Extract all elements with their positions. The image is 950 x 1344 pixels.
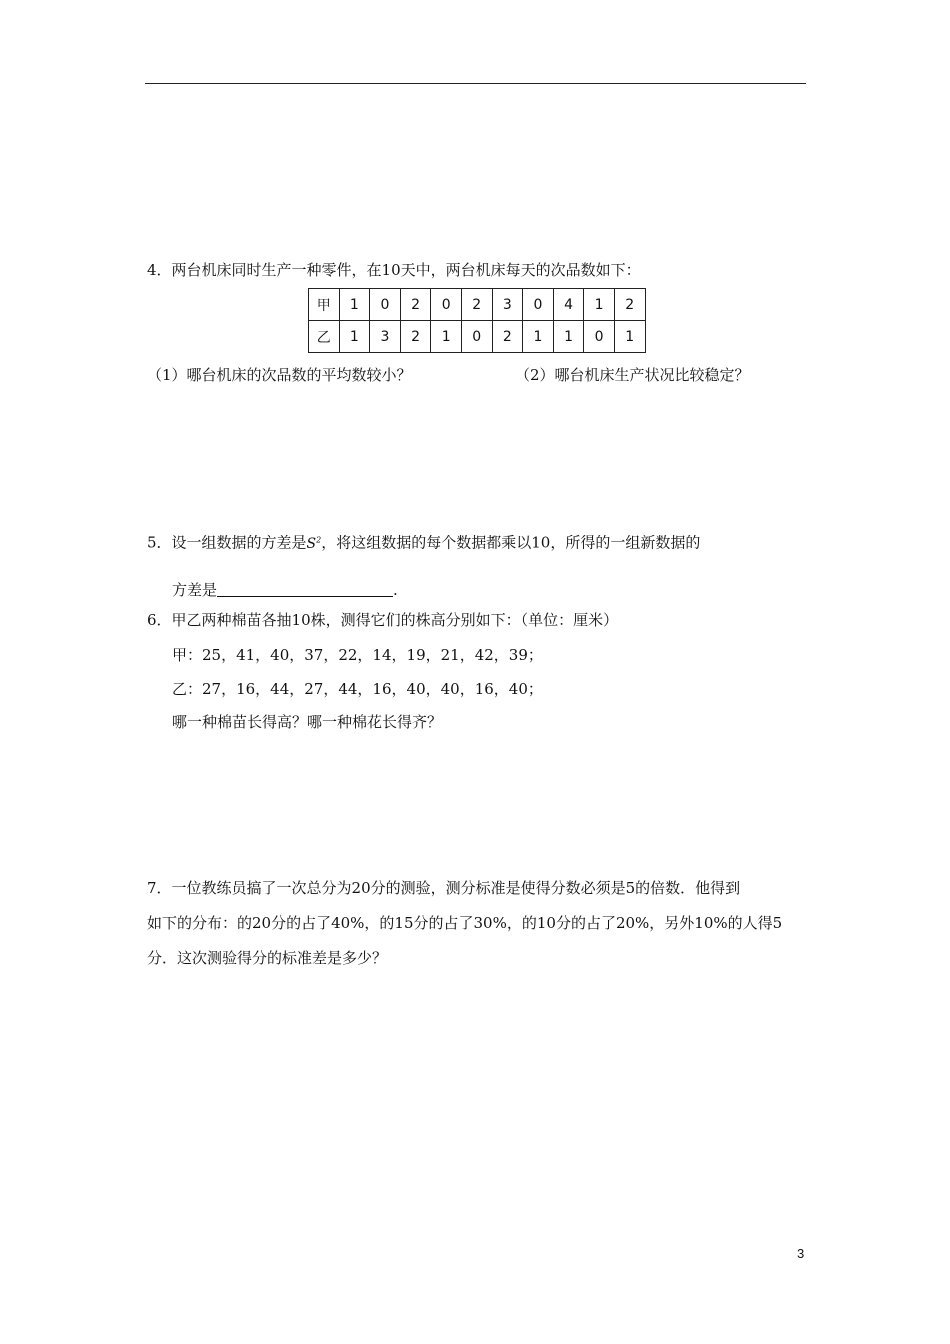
table-row: [309, 289, 646, 321]
table-cell: 2: [614, 289, 645, 321]
table-cell: 2: [492, 321, 523, 353]
q6-yi-data: 乙：27，16，44，27，44，16，40，40，16，40；: [172, 680, 543, 698]
table-cell: 0: [584, 321, 615, 353]
q4-sub2: （2）哪台机床生产状况比较稳定？: [515, 366, 750, 384]
q5-period: .: [393, 581, 398, 599]
q5-line2: [172, 580, 398, 600]
page-number: 3: [797, 1246, 805, 1261]
header-rule: [145, 83, 806, 84]
q5-line1: [147, 530, 700, 554]
q5-answer-prompt: 方差是: [172, 581, 218, 599]
defects-table: [308, 288, 646, 353]
table-cell: 1: [431, 321, 462, 353]
variance-exponent: 2: [316, 535, 322, 544]
q6-question: 哪一种棉苗长得高？哪一种棉花长得齐？: [172, 713, 443, 731]
q7-line3: 分．这次测验得分的标准差是多少？: [147, 949, 388, 967]
table-cell: 1: [523, 321, 554, 353]
table-cell: 4: [553, 289, 584, 321]
table-cell: 0: [461, 321, 492, 353]
table-cell: 2: [400, 289, 431, 321]
q6-stem: 6．甲乙两种棉苗各抽10株，测得它们的株高分别如下：（单位：厘米）: [147, 611, 619, 629]
table-cell: 3: [492, 289, 523, 321]
q5-text-before: 5．设一组数据的方差是: [147, 533, 307, 552]
q6-jia-data: 甲：25，41，40，37，22，14，19，21，42，39；: [172, 646, 543, 664]
table-cell: 1: [614, 321, 645, 353]
table-row: [309, 321, 646, 353]
table-cell: 1: [339, 289, 370, 321]
q7-line2: 如下的分布：的20分的占了40%，的15分的占了30%，的10分的占了20%，另外10%的人得5: [147, 914, 783, 932]
table-cell: 3: [370, 321, 401, 353]
variance-symbol: [307, 536, 322, 552]
table-cell: 0: [370, 289, 401, 321]
table-cell: 2: [400, 321, 431, 353]
q4-stem: 4．两台机床同时生产一种零件，在10天中，两台机床每天的次品数如下：: [147, 261, 641, 279]
answer-blank[interactable]: [217, 580, 393, 597]
q7-line1: 7．一位教练员搞了一次总分为20分的测验，测分标准是使得分数必须是5的倍数．他得到: [147, 879, 741, 897]
q5-text-after: ，将这组数据的每个数据都乘以10，所得的一组新数据的: [321, 533, 701, 552]
table-cell: 1: [339, 321, 370, 353]
table-cell: 2: [461, 289, 492, 321]
row-label-yi: 乙: [309, 321, 340, 353]
q4-sub1: （1）哪台机床的次品数的平均数较小？: [147, 366, 412, 384]
table-cell: 1: [553, 321, 584, 353]
row-label-jia: 甲: [309, 289, 340, 321]
variance-s: S: [306, 535, 317, 552]
table-cell: 0: [523, 289, 554, 321]
table-cell: 1: [584, 289, 615, 321]
table-cell: 0: [431, 289, 462, 321]
